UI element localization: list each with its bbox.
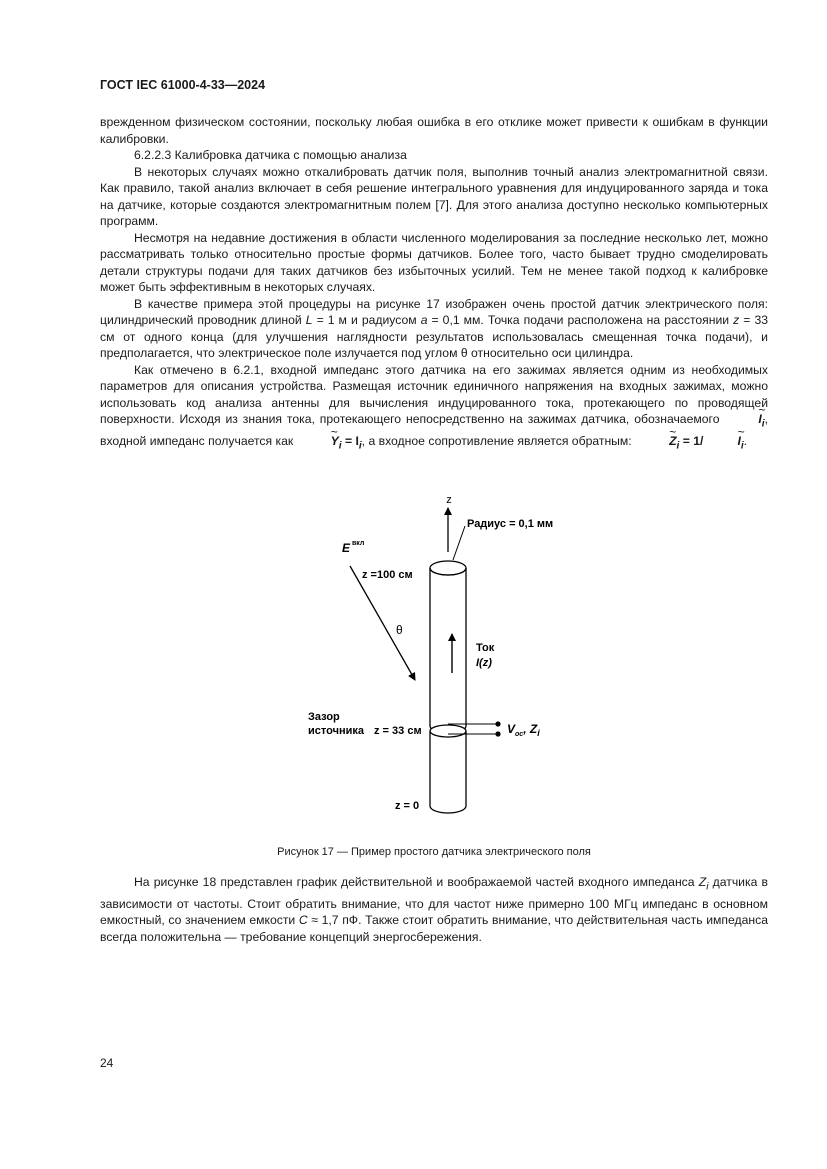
current-symbol: I(z) xyxy=(476,657,492,669)
e-field-label: E xyxy=(342,541,351,555)
cylinder-upper xyxy=(430,561,466,733)
sensor-diagram xyxy=(290,488,590,828)
figure-caption: Рисунок 17 — Пример простого датчика электрического поля xyxy=(277,846,591,858)
body-text-top xyxy=(100,114,768,455)
paragraph: Как отмечено в 6.2.1, входной импеданс этого датчика на его зажимах является одним из необходимых параметров для описания устройства. Размещая источник единичного напряжения на входных зажимах, можно использовать код анализа антенны для вычисления индуцированного тока, протекающего по проводящей поверхности. Исходя из знания тока, протекающего непосредственно на зажимах датчика, обозначаемого ~ $I_i$, входной импеданс получается как ~ $Y_i = I_i$, а входное сопротивление является обратным: ~ $Z_i$ = 1/~ $I_i$. xyxy=(100,362,768,455)
theta-label: θ xyxy=(396,623,403,637)
paragraph: На рисунке 18 представлен график действительной и воображаемой частей входного импеданса $Z_i$ датчика в зависимости от частоты. Стоит обратить внимание, что для частот ниже примерно 100 МГц импеданс в основном емкостный, со значением емкости C ≈ 1,7 пФ. Также стоит обратить внимание, что действительная часть импеданса всегда положительна — требование концепций энергосбережения. xyxy=(100,875,768,944)
paragraph: Несмотря на недавние достижения в области численного моделирования за последние несколько лет, можно рассматривать только относительно простые формы датчиков. Более того, часто бывает трудно смоделировать детали структуры подачи для таких датчиков без избыточных усилий. Тем не менее такой подход к калибровке может быть эффективным в некоторых случаях. xyxy=(100,230,768,294)
gap-label-2: источника xyxy=(308,725,364,737)
voc-zi-label: $V_{oc}$, $Z_i$ xyxy=(507,722,540,738)
z100-label: z =100 см xyxy=(362,569,413,581)
incident-field-arrow xyxy=(350,566,415,680)
paragraph: В некоторых случаях можно откалибровать датчик поля, выполнив точный анализ электромагнитной связи. Как правило, такой анализ включает в себя решение интегрального уравнения для индуцированного заряда и тока на датчике, которые создаются электромагнитным полем [7]. Для этого анализа доступно несколько компьютерных программ. xyxy=(100,164,768,228)
document-header: ГОСТ IEC 61000-4-33—2024 xyxy=(100,78,266,92)
gap-label: Зазор xyxy=(308,711,340,723)
z0-label: z = 0 xyxy=(395,800,420,812)
paragraph: врежденном физическом состоянии, поскольку любая ошибка в его отклике может привести к ошибкам в функции калибровки. xyxy=(100,115,768,146)
cylinder-lower xyxy=(430,725,466,813)
terminal-dot xyxy=(495,721,500,726)
terminal-dot xyxy=(495,731,500,736)
radius-leader-line xyxy=(453,526,465,560)
e-field-superscript: вкл xyxy=(352,540,365,547)
sensor-figure xyxy=(290,488,590,828)
current-label: Ток xyxy=(476,642,495,654)
section-heading: 6.2.2.3 Калибровка датчика с помощью анализа xyxy=(134,148,407,162)
z-axis-label: z xyxy=(446,494,452,506)
z33-label: z = 33 см xyxy=(374,725,422,737)
page-number: 24 xyxy=(100,1056,114,1070)
paragraph: В качестве примера этой процедуры на рисунке 17 изображен очень простой датчик электрического поля: цилиндрический проводник длиной L = 1 м и радиусом a = 0,1 мм. Точка подачи расположена на расстоянии z = 33 см от одного конца (для улучшения наглядности результатов использовалась смещенная точка подачи), и предполагается, что электрическое поле излучается под углом θ относительно оси цилиндра. xyxy=(100,296,769,360)
radius-label: Радиус = 0,1 мм xyxy=(467,518,554,530)
body-text-bottom xyxy=(100,874,768,945)
